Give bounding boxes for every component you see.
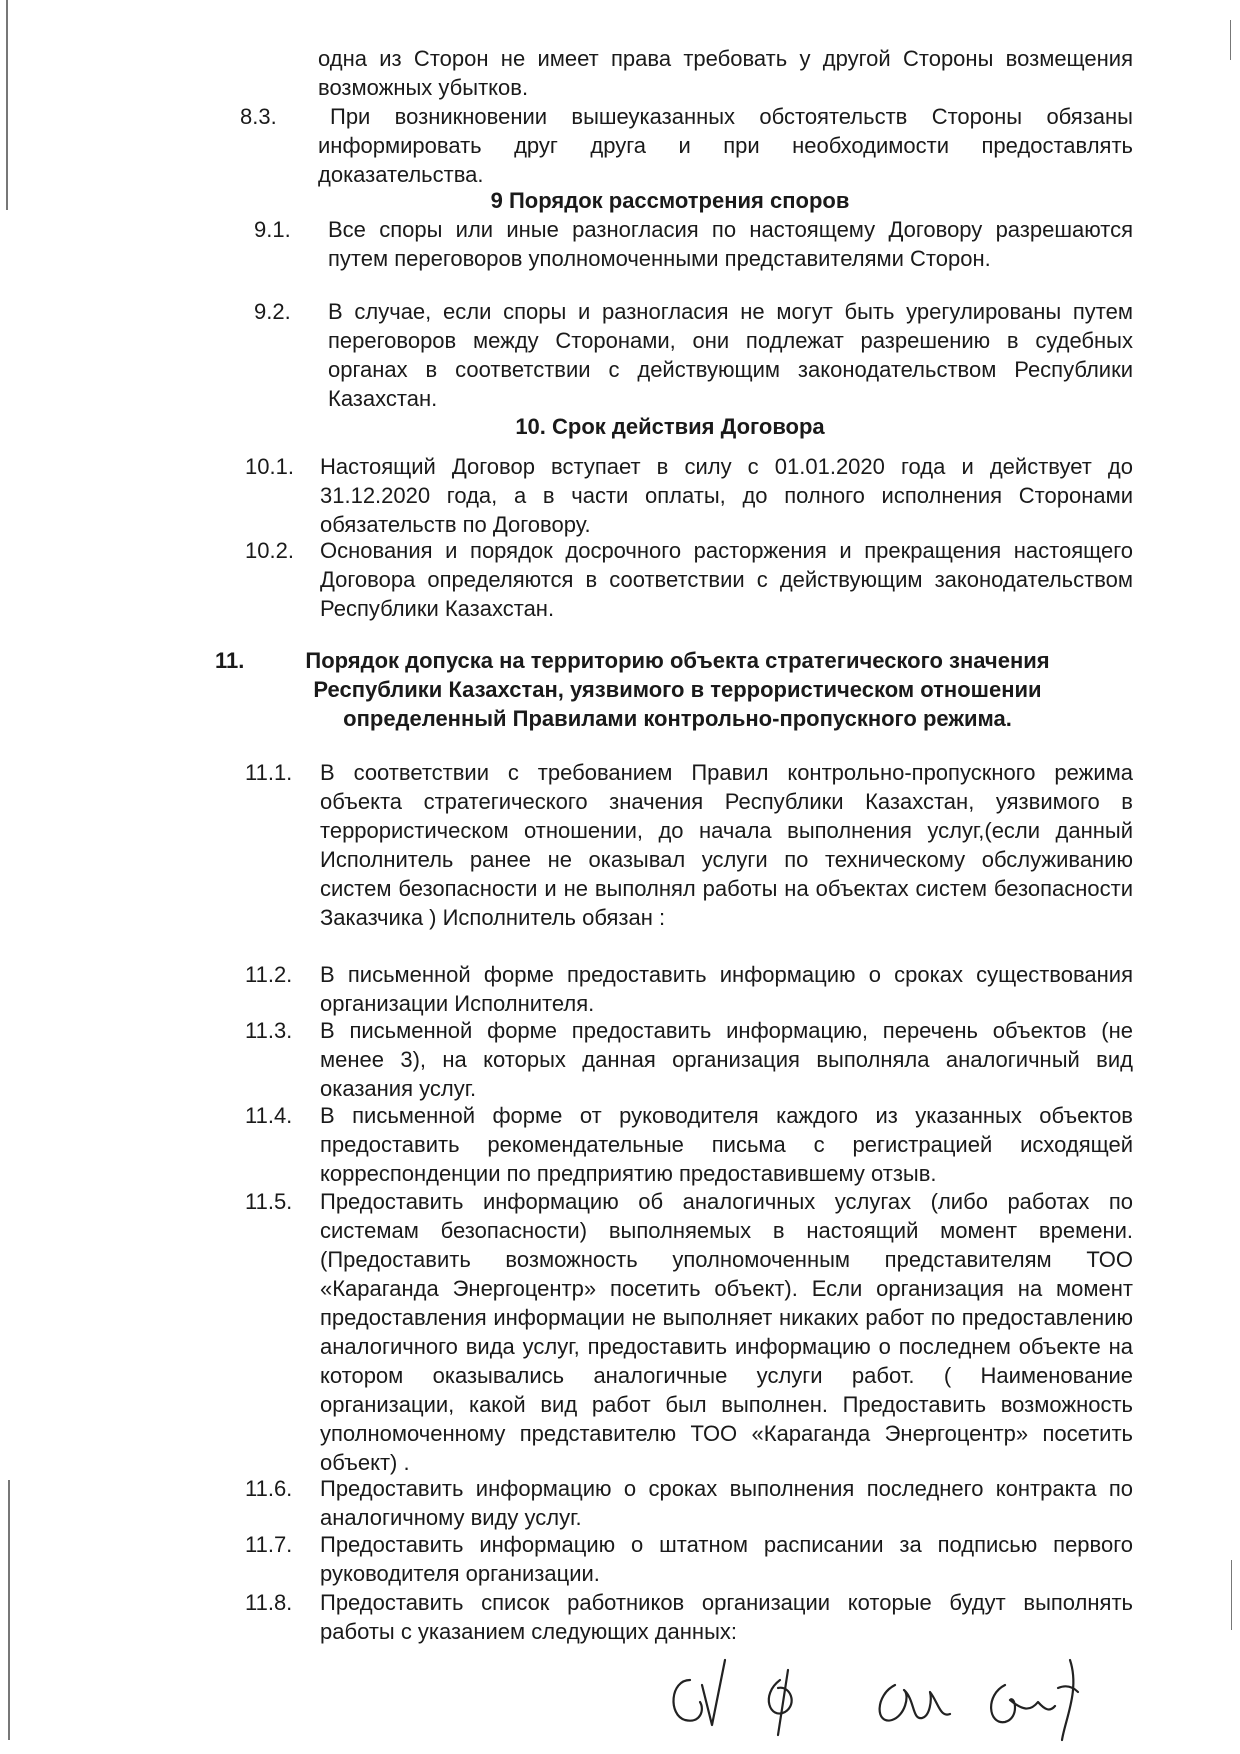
- item-number-11-2: 11.2.: [245, 962, 293, 987]
- item-text-10-1: Настоящий Договор вступает в силу с 01.01.2020 года и действует до 31.12.2020 года, а в части оплаты, до полного исполнения Сторонами обязательств по Договору.: [320, 454, 1133, 537]
- item-number-11-7: 11.7.: [245, 1532, 293, 1557]
- item-text-11-2: В письменной форме предоставить информацию о сроках существования организации Исполнителя.: [320, 962, 1133, 1016]
- item-text-11-3: В письменной форме предоставить информацию, перечень объектов (не менее 3), на которых данная организация выполняла аналогичный вид оказания услуг.: [320, 1018, 1133, 1101]
- section-11-title: Порядок допуска на территорию объекта стратегического значения Республики Казахстан, уязвимого в террористическом отношении определенный Правилами контрольно-пропускного режима.: [305, 648, 1050, 731]
- item-text-11-4: В письменной форме от руководителя каждого из указанных объектов предоставить рекомендательные письма с регистрацией исходящей корреспонденции по предприятию предоставившему отзыв.: [320, 1103, 1133, 1186]
- item-number-8-3: 8.3.: [240, 104, 277, 129]
- item-number-11-3: 11.3.: [245, 1018, 293, 1043]
- item-text-9-1: Все споры или иные разногласия по настоящему Договору разрешаются путем переговоров уполномоченными представителями Сторон.: [328, 217, 1133, 271]
- item-text-11-6: Предоставить информацию о сроках выполнения последнего контракта по аналогичному виду услуг.: [320, 1476, 1133, 1530]
- item-number-10-2: 10.2.: [245, 538, 294, 563]
- item-text-11-5: Предоставить информацию об аналогичных услугах (либо работах по системам безопасности) выполняемых в настоящий момент времени. (Предоставить возможность уполномоченным представителям ТОО «Караганда Энергоцентр» посетить объект). Если организация на момент предоставления информации не выполняет никаких работ по предоставлению аналогичного вида услуг, предоставить информацию о последнем объекте на котором оказывались аналогичные услуги работ. ( Наименование организации, какой вид работ был выполнен. Предоставить возможность уполномоченному представителю ТОО «Караганда Энергоцентр» посетить объект) .: [320, 1189, 1133, 1475]
- item-text-11-1: В соответствии с требованием Правил контрольно-пропускного режима объекта стратегического значения Республики Казахстан, уязвимого в террористическом отношении, до начала выполнения услуг,(если данный Исполнитель ранее не оказывал услуги по техническому обслуживанию систем безопасности и не выполнял работы на объектах систем безопасности Заказчика ) Исполнитель обязан :: [320, 760, 1133, 930]
- item-number-10-1: 10.1.: [245, 454, 294, 479]
- item-text-10-2: Основания и порядок досрочного расторжения и прекращения настоящего Договора определяются в соответствии с действующим законодательством Республики Казахстан.: [320, 538, 1133, 621]
- section-11-number: 11.: [215, 648, 245, 673]
- item-number-11-5: 11.5.: [245, 1189, 293, 1214]
- item-text-9-2: В случае, если споры и разногласия не могут быть урегулированы путем переговоров между Сторонами, они подлежат разрешению в судебных органах в соответствии с действующим законодательством Республики Казахстан.: [328, 299, 1133, 411]
- item-text-8-3: При возникновении вышеуказанных обстоятельств Стороны обязаны информировать друг друга и при необходимости предоставлять доказательства.: [318, 104, 1133, 187]
- item-number-11-1: 11.1.: [245, 760, 293, 785]
- section-9-heading: 9 Порядок рассмотрения споров: [490, 188, 850, 213]
- item-number-11-6: 11.6.: [245, 1476, 293, 1501]
- item-number-11-4: 11.4.: [245, 1103, 293, 1128]
- item-number-9-2: 9.2.: [254, 299, 291, 324]
- intro-paragraph: одна из Сторон не имеет права требовать у другой Стороны возмещения возможных убытков.: [318, 46, 1133, 100]
- item-number-9-1: 9.1.: [254, 217, 291, 242]
- item-text-11-8: Предоставить список работников организации которые будут выполнять работы с указанием следующих данных:: [320, 1590, 1133, 1644]
- handwritten-initials: [660, 1640, 1140, 1750]
- item-number-11-8: 11.8.: [245, 1590, 293, 1615]
- item-text-11-7: Предоставить информацию о штатном расписании за подписью первого руководителя организации.: [320, 1532, 1133, 1586]
- section-10-heading: 10. Срок действия Договора: [515, 414, 825, 439]
